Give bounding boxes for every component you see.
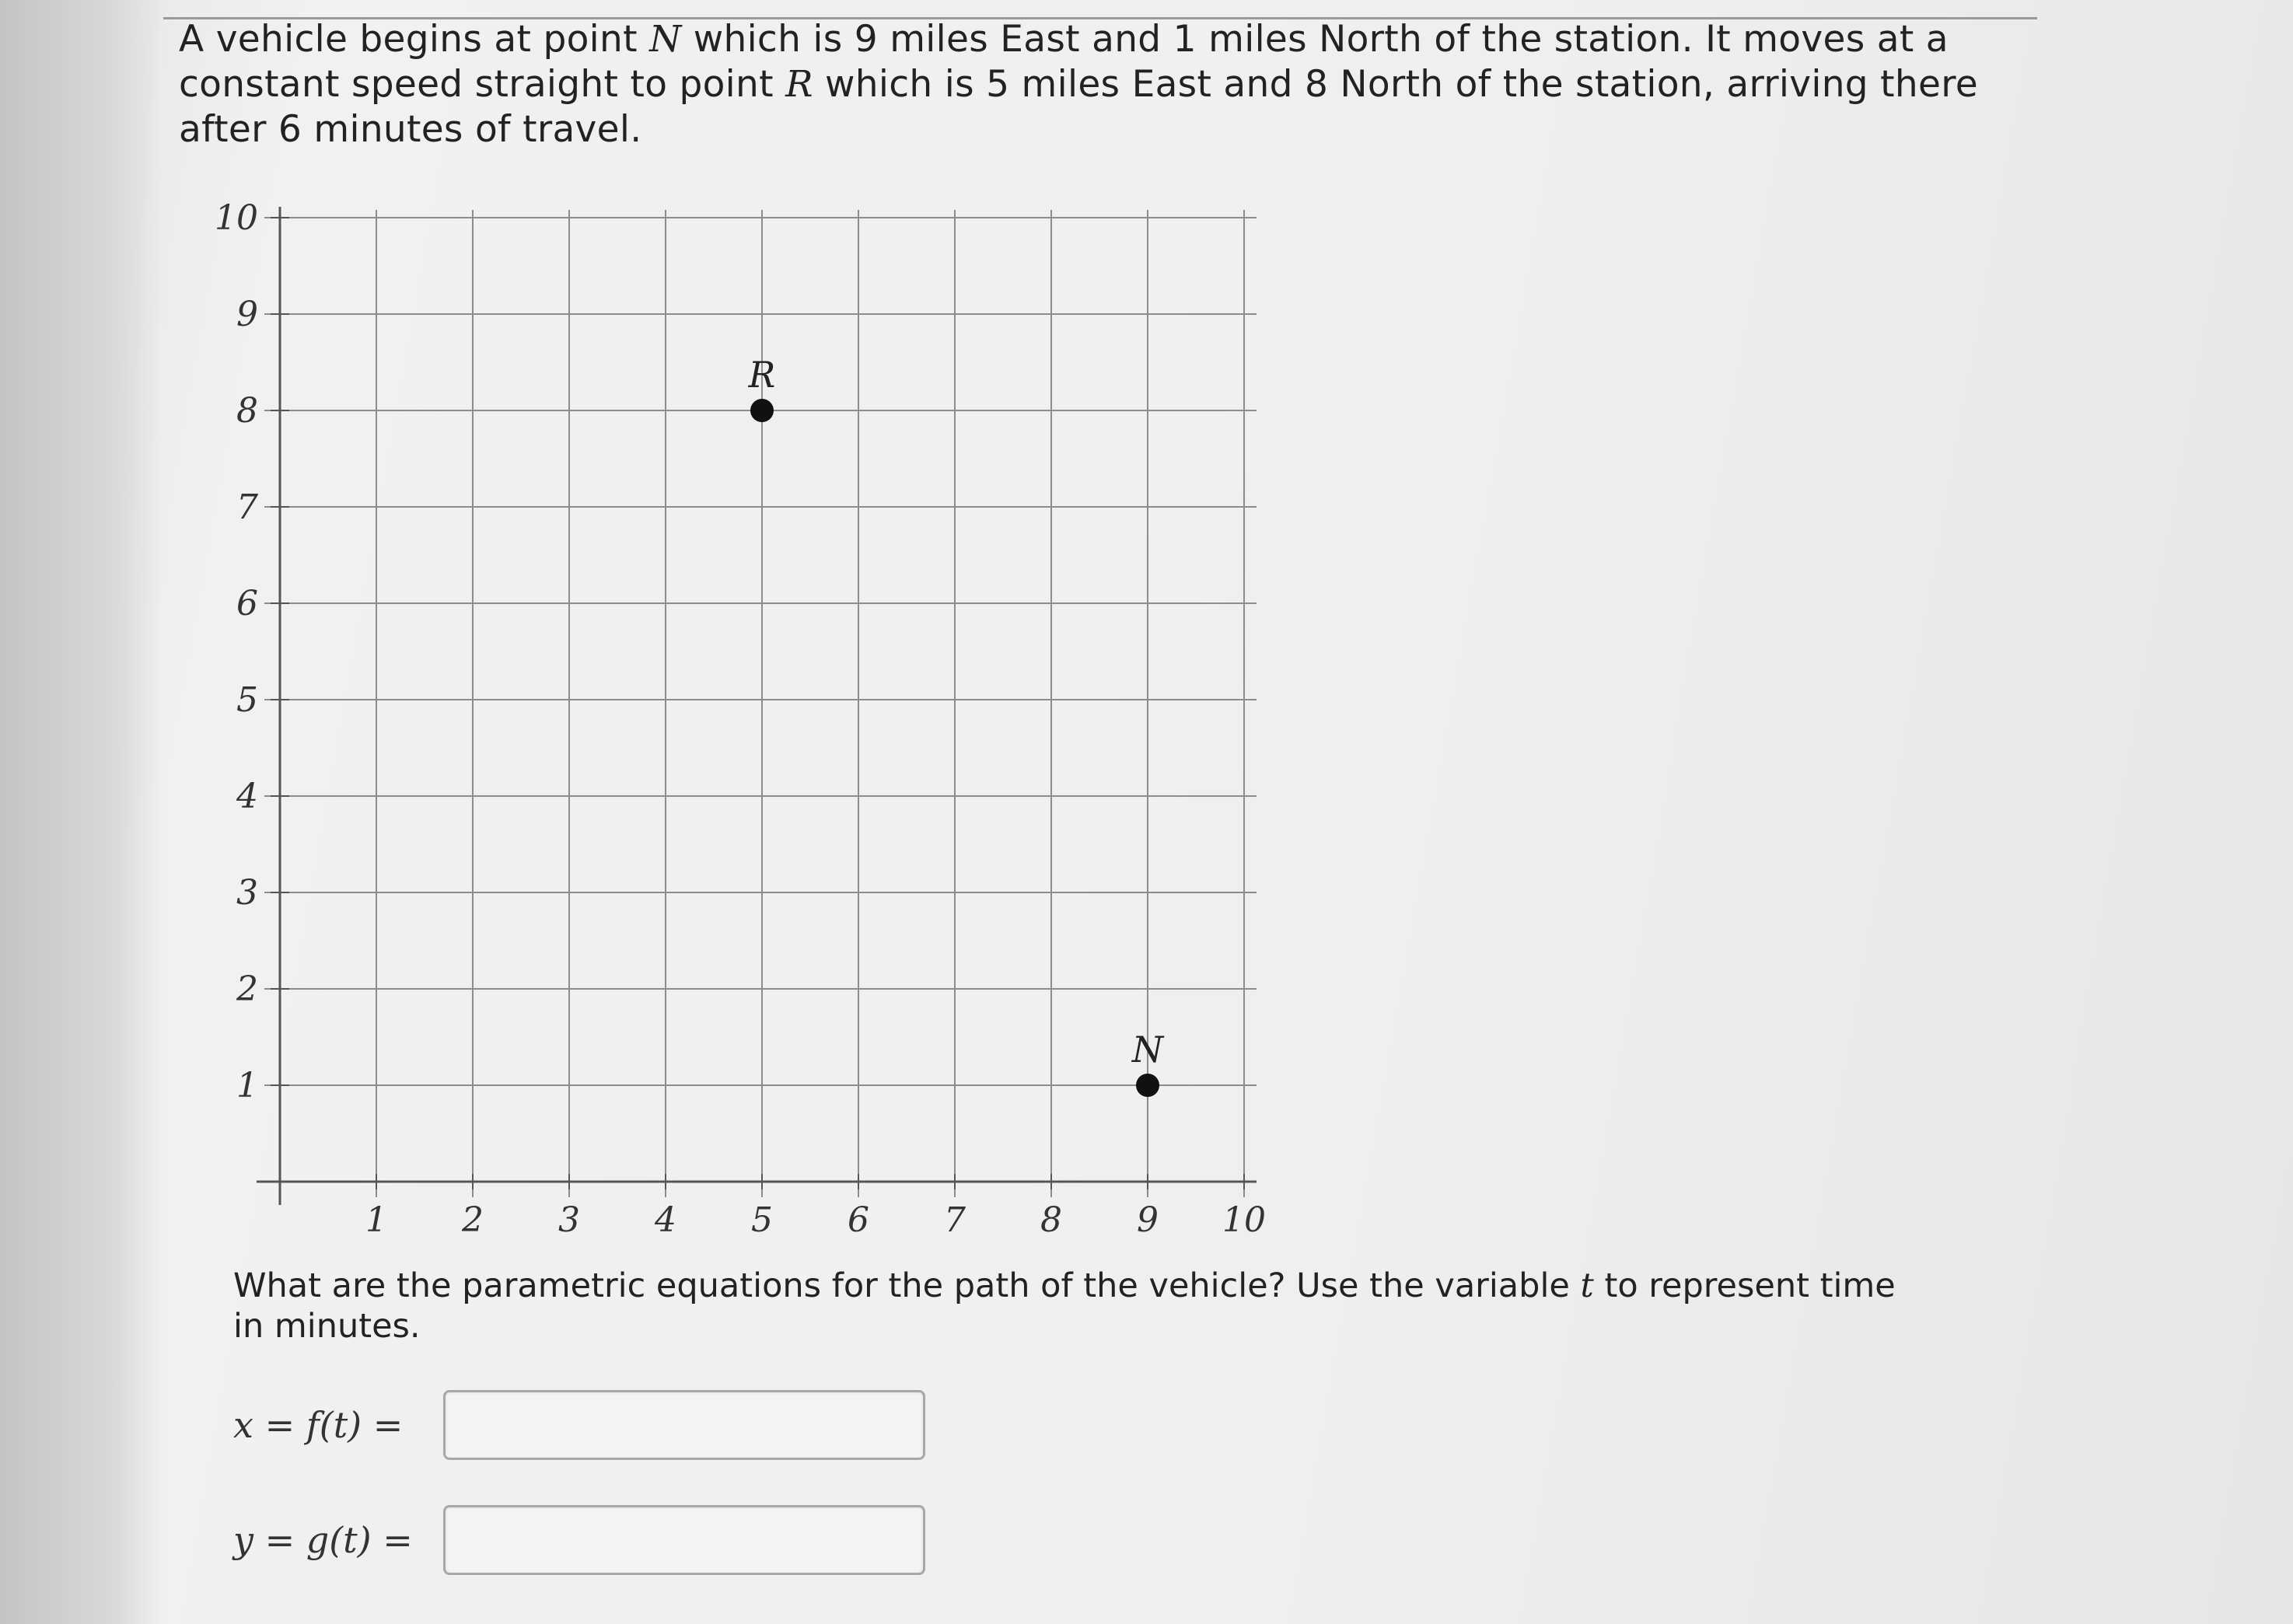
x-equation-input[interactable] (443, 1390, 925, 1460)
point-r-label: R (748, 354, 776, 396)
problem-point-r: R (785, 63, 813, 106)
problem-text-3: which is 5 miles East and 8 North of the station, arriving there after 6 minutes of travel. (179, 63, 1979, 151)
problem-point-n: N (649, 18, 682, 61)
x-tick-label: 10 (1222, 1200, 1266, 1240)
problem-statement (179, 17, 1991, 152)
plotted-points (748, 354, 1165, 1097)
y-tick-label: 5 (236, 680, 258, 720)
problem-text-1: A vehicle begins at point (179, 18, 650, 61)
x-tick-label: 7 (944, 1200, 966, 1240)
x-tick-label: 3 (558, 1200, 580, 1240)
y-tick-label: 4 (236, 777, 258, 816)
y-tick-label: 1 (236, 1066, 258, 1105)
x-axis (257, 1174, 1257, 1189)
y-equation-input[interactable] (443, 1505, 925, 1575)
x-tick-label: 6 (848, 1200, 869, 1240)
problem-text-2: which is 9 miles East and 1 miles North of the station. It moves at a constant speed straight to point (179, 18, 1949, 106)
question-text-2: to represent time in minutes. (233, 1266, 1896, 1346)
y-equation-label: y = g(t) = (233, 1519, 413, 1561)
y-tick-label: 7 (236, 487, 258, 527)
question-text (233, 1266, 1905, 1346)
y-axis (271, 207, 289, 1205)
coordinate-graph (171, 179, 1266, 1252)
y-tick-label: 10 (215, 198, 258, 238)
y-tick-label: 9 (236, 295, 258, 334)
x-equation-label: x = f(t) = (233, 1404, 404, 1446)
question-variable: t (1580, 1266, 1594, 1305)
point-r-marker (750, 399, 774, 422)
x-tick-label: 8 (1040, 1200, 1062, 1240)
y-tick-label: 2 (236, 969, 258, 1009)
x-tick-label: 2 (462, 1200, 484, 1240)
x-tick-label: 5 (751, 1200, 773, 1240)
tick-labels (215, 198, 1266, 1240)
y-tick-label: 3 (236, 873, 258, 913)
y-equation-row (233, 1505, 925, 1575)
x-tick-label: 9 (1137, 1200, 1159, 1240)
x-equation-row (233, 1390, 925, 1460)
point-n-label: N (1131, 1029, 1164, 1070)
y-tick-label: 6 (236, 584, 258, 623)
question-text-1: What are the parametric equations for the path of the vehicle? Use the variable (233, 1266, 1581, 1305)
x-tick-label: 1 (365, 1200, 387, 1240)
left-shadow (0, 0, 163, 1624)
point-n-marker (1136, 1074, 1159, 1097)
y-tick-label: 8 (236, 391, 258, 431)
x-tick-label: 4 (655, 1200, 676, 1240)
